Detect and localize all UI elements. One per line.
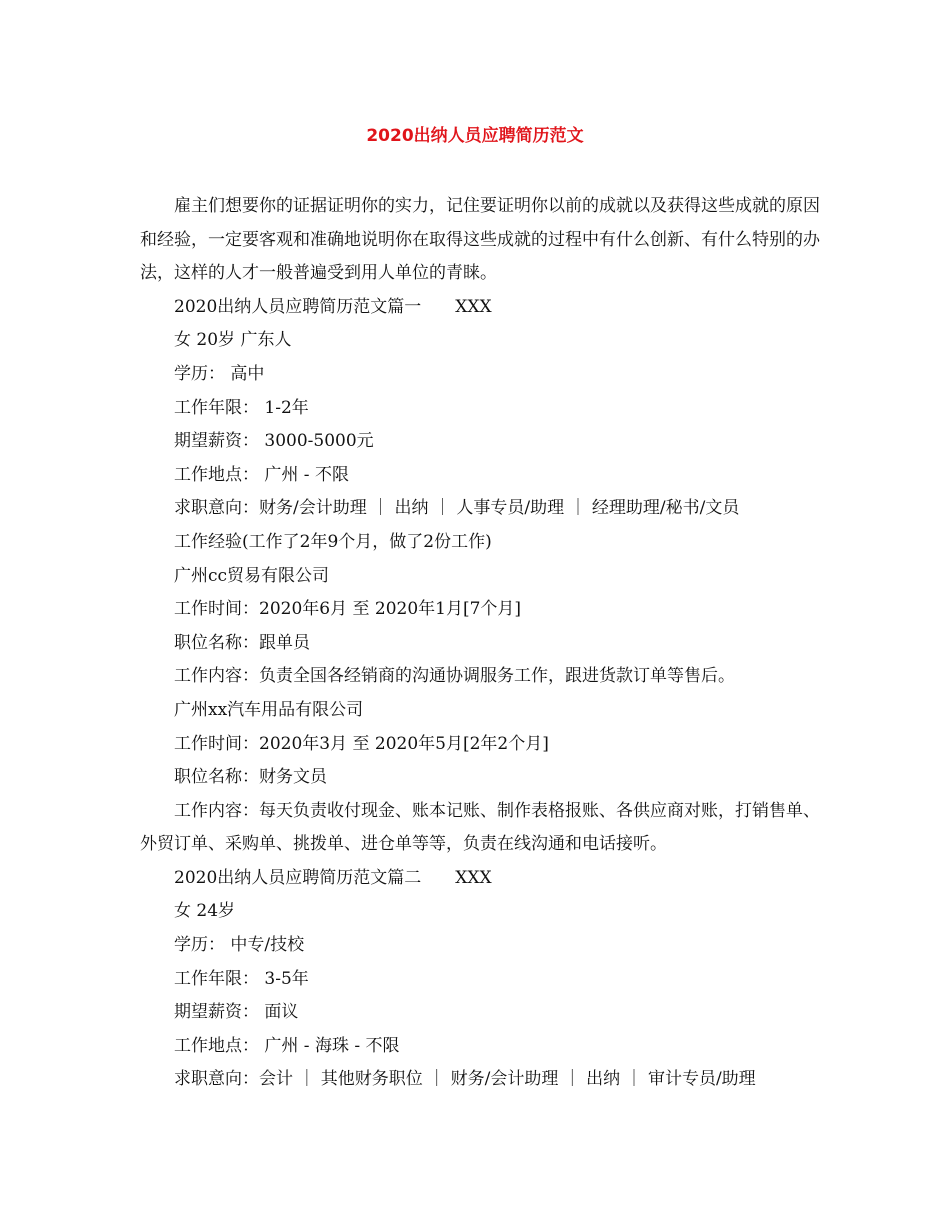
resume-1-company-1: 广州cc贸易有限公司 — [174, 565, 330, 586]
resume-1-company-2-duties: 工作内容：每天负责收付现金、账本记账、制作表格报账、各供应商对账，打销售单、外贸订单、采购单、挑拨单、进仓单等等，负责在线沟通和电话接听。 — [140, 800, 820, 855]
resume-1-company-2-period: 工作时间：2020年3月 至 2020年5月[2年2个月] — [174, 733, 549, 754]
resume-1-header: 2020出纳人员应聘简历范文篇一 XXX — [174, 296, 492, 317]
resume-2-gender-age: 女 24岁 — [174, 901, 236, 922]
resume-1-gender-age-origin: 女 20岁 广东人 — [174, 330, 292, 351]
document-title: 2020出纳人员应聘简历范文 — [366, 126, 584, 146]
resume-1-work-experience-summary: 工作经验(工作了2年9个月，做了2份工作) — [174, 531, 492, 552]
resume-1-education: 学历： 高中 — [174, 363, 265, 384]
intro-paragraph: 雇主们想要你的证据证明你的实力，记住要证明你以前的成就以及获得这些成就的原因和经验，一定要客观和准确地说明你在取得这些成就的过程中有什么创新、有什么特别的办法，这样的人才一般普遍受到用人单位的青睐。 — [140, 196, 820, 284]
resume-1-company-1-duties: 工作内容：负责全国各经销商的沟通协调服务工作，跟进货款订单等售后。 — [174, 666, 735, 687]
resume-2-work-years: 工作年限： 3-5年 — [174, 968, 309, 989]
resume-1-company-1-period: 工作时间：2020年6月 至 2020年1月[7个月] — [174, 599, 522, 620]
resume-1-expected-salary: 期望薪资： 3000-5000元 — [174, 431, 374, 452]
resume-1-company-2: 广州xx汽车用品有限公司 — [174, 699, 364, 720]
resume-1-job-intent: 求职意向：财务/会计助理 ｜ 出纳 ｜ 人事专员/助理 ｜ 经理助理/秘书/文员 — [174, 498, 740, 519]
resume-1-company-1-position: 职位名称：跟单员 — [174, 632, 310, 653]
resume-1-company-2-position: 职位名称：财务文员 — [174, 767, 327, 788]
resume-1-work-location: 工作地点： 广州 - 不限 — [174, 464, 349, 485]
resume-1-work-years: 工作年限： 1-2年 — [174, 397, 309, 418]
resume-2-job-intent: 求职意向：会计 ｜ 其他财务职位 ｜ 财务/会计助理 ｜ 出纳 ｜ 审计专员/助理 — [174, 1069, 756, 1090]
resume-2-header: 2020出纳人员应聘简历范文篇二 XXX — [174, 867, 492, 888]
resume-2-education: 学历： 中专/技校 — [174, 935, 305, 956]
resume-2-expected-salary: 期望薪资： 面议 — [174, 1002, 299, 1023]
resume-2-work-location: 工作地点： 广州 - 海珠 - 不限 — [174, 1035, 400, 1056]
document-body — [140, 190, 820, 1097]
